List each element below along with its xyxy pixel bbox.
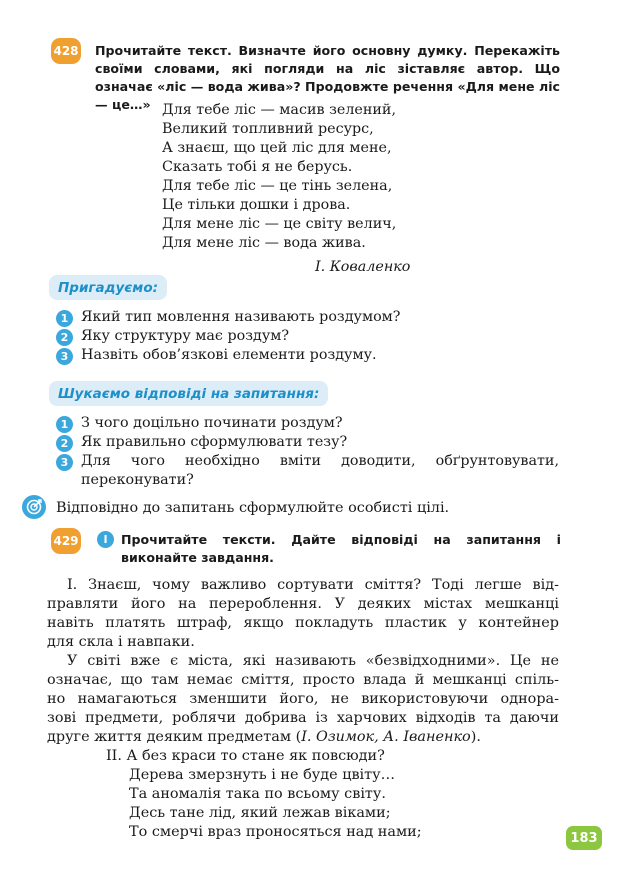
task-number-badge: 428 (51, 38, 81, 64)
list-item (56, 327, 559, 346)
list-item (56, 308, 559, 327)
number-marker: 3 (56, 454, 73, 471)
number-marker: 2 (56, 329, 73, 346)
poem-line: То смерчі враз проносяться над нами; (129, 824, 422, 840)
question-text: Який тип мовлення називають роздумом? (81, 309, 401, 325)
poem-line: Дерева змерзнуть і не буде цвіту… (129, 767, 395, 783)
text-line: зові предмети, роблячи добрива із харчових відходів та даючи (47, 710, 559, 726)
text-line: І. Знаєш, чому важливо сортувати сміття? Тоді легше від- (67, 577, 559, 593)
list-item (56, 346, 559, 365)
number-marker: 1 (56, 416, 73, 433)
poem-line: Для мене ліс — вода жива. (162, 235, 366, 251)
question-text: Назвіть обов’язкові елементи роздуму. (81, 347, 377, 363)
text-line: У світі вже є міста, які називають «безвідходними». Це не (67, 653, 559, 669)
question-text: Як правильно сформулювати тезу? (81, 434, 348, 450)
text-source: І. Озимок, А. Іваненко (301, 729, 471, 745)
goals-icon (22, 495, 46, 519)
poem-line: Для тебе ліс — масив зелений, (162, 102, 397, 118)
number-marker: 3 (56, 348, 73, 365)
task-number-badge: 429 (51, 528, 81, 554)
poem-line: Десь тане лід, який лежав віками; (129, 805, 391, 821)
list-item (56, 414, 559, 433)
text-line: означає, що там немає сміття, просто влада й мешканці спіль- (47, 672, 559, 688)
question-text: Яку структуру має роздум? (81, 328, 290, 344)
poem-line: Сказать тобі я не берусь. (162, 159, 353, 175)
task-429-instruction: Прочитайте тексти. Дайте відповіді на запитання і виконайте завдання. (121, 532, 561, 565)
goals-text: Відповідно до запитань сформулюйте особисті цілі. (56, 500, 450, 516)
poem-line: Для тебе ліс — це тінь зелена, (162, 178, 393, 194)
poem (162, 101, 396, 253)
text-line: правляти його на перероблення. У деяких містах мешканці (47, 596, 559, 612)
recall-heading: Пригадуємо: (49, 275, 167, 300)
poem-author: І. Коваленко (315, 259, 411, 275)
number-marker: 1 (56, 310, 73, 327)
list-item (56, 452, 559, 490)
section-marker: І (97, 531, 114, 548)
text-line: навіть платять штраф, якщо покладуть пластик у контейнер (47, 615, 559, 631)
task-428-instruction: Прочитайте текст. Визначте його основну думку. Перекажіть своїми словами, які погляди на ліс зіставляє автор. Що означає «ліс — вода жива»? Продовжте речення «Для мене ліс — це…» (95, 43, 560, 112)
list-item (56, 433, 559, 452)
question-text: Для чого необхідно вміти доводити, обґрунтовувати, переконувати? (81, 453, 559, 488)
text-line: но намагаються зменшити його, не використовуючи однора- (47, 691, 559, 707)
target-icon (22, 495, 46, 519)
poem-line: А знаєш, що цей ліс для мене, (162, 140, 392, 156)
poem-line: Для мене ліс — це світу велич, (162, 216, 397, 232)
text-line: для скла і навпаки. (47, 634, 195, 650)
page-number: 183 (566, 826, 602, 850)
text-line: друге життя деяким предметам (І. Озимок, А. Іваненко). (47, 729, 481, 745)
search-heading: Шукаємо відповіді на запитання: (49, 381, 328, 406)
poem-line: Це тільки дошки і дрова. (162, 197, 351, 213)
poem-line: Великий топливний ресурс, (162, 121, 374, 137)
number-marker: 2 (56, 435, 73, 452)
question-text: З чого доцільно починати роздум? (81, 415, 343, 431)
poem-line: Та аномалія така по всьому світу. (129, 786, 386, 802)
poem-line: ІІ. А без краси то стане як повсюди? (106, 748, 385, 764)
